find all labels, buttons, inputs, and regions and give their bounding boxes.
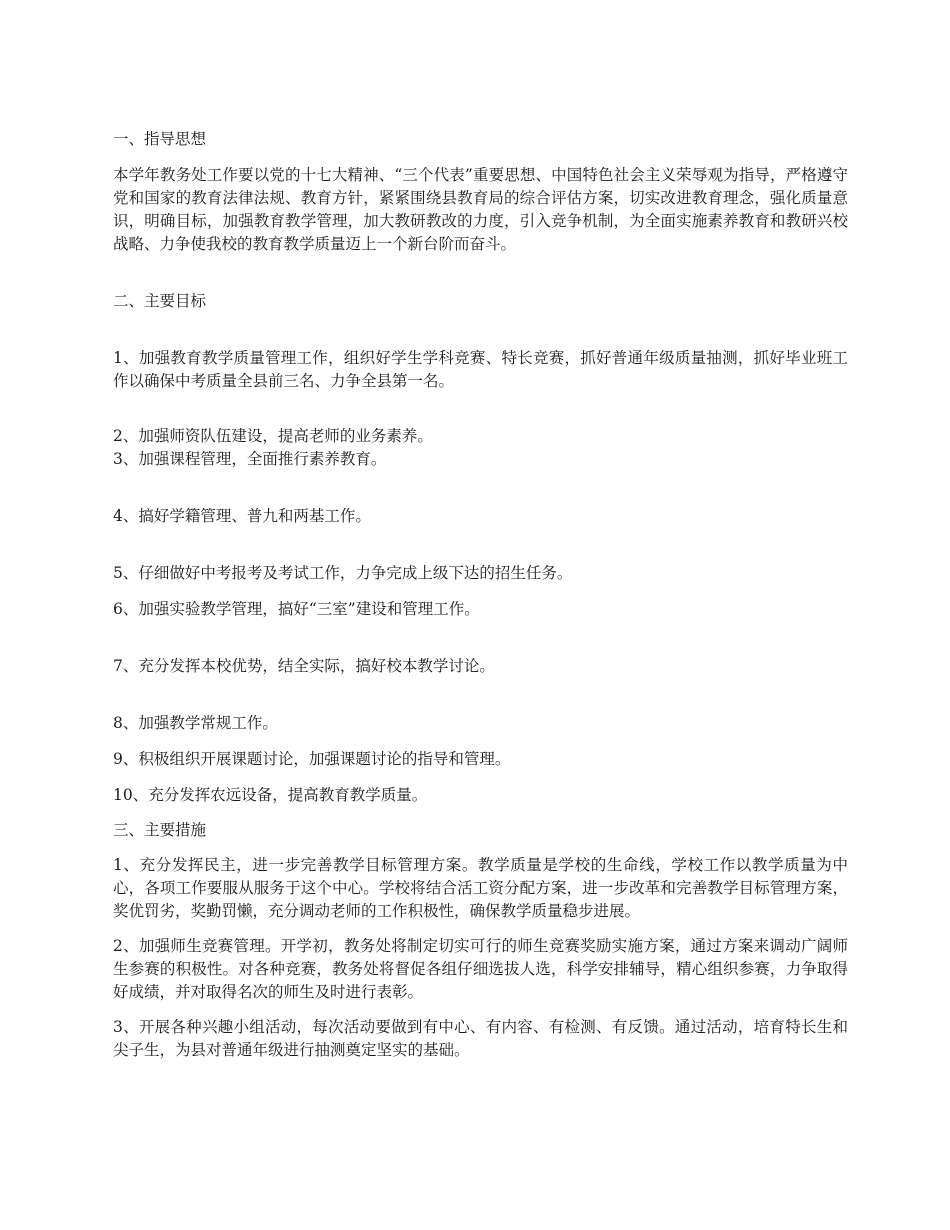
goal-item-9: 9、积极组织开展课题讨论，加强课题讨论的指导和管理。 xyxy=(113,750,511,768)
goal-item-2: 2、加强师资队伍建设，提高老师的业务素养。 xyxy=(113,427,433,445)
section-heading-main-goals: 二、主要目标 xyxy=(113,292,207,310)
goal-item-6: 6、加强实验教学管理，搞好“三室”建设和管理工作。 xyxy=(113,600,480,618)
measure-item-1: 1、充分发挥民主，进一步完善教学目标管理方案。教学质量是学校的生命线，学校工作以教学质量为中心，各项工作要服从服务于这个中心。学校将结合活工资分配方案，进一步改革和完善教学目标管理方案，奖优罚劣，奖勤罚懒，充分调动老师的工作积极性，确保教学质量稳步进展。 xyxy=(113,856,848,920)
measure-item-3: 3、开展各种兴趣小组活动，每次活动要做到有中心、有内容、有检测、有反馈。通过活动，培育特长生和尖子生，为县对普通年级进行抽测奠定坚实的基础。 xyxy=(113,1018,848,1059)
goal-item-8: 8、加强教学常规工作。 xyxy=(113,714,278,732)
goal-item-4: 4、搞好学籍管理、普九和两基工作。 xyxy=(113,507,371,525)
paragraph-guiding-ideology: 本学年教务处工作要以党的十七大精神、“三个代表”重要思想、中国特色社会主义荣辱观为指导，严格遵守党和国家的教育法律法规、教育方针，紧紧围绕县教育局的综合评估方案，切实改进教育理念，强化质量意识，明确目标，加强教育教学管理，加大教研教改的力度，引入竞争机制，为全面实施素养教育和教研兴校战略、力争使我校的教育教学质量迈上一个新台阶而奋斗。 xyxy=(113,166,848,253)
goal-item-7: 7、充分发挥本校优势，结全实际，搞好校本教学讨论。 xyxy=(113,657,495,675)
goal-item-10: 10、充分发挥农远设备，提高教育教学质量。 xyxy=(113,786,428,804)
goal-item-1: 1、加强教育教学质量管理工作，组织好学生学科竞赛、特长竞赛，抓好普通年级质量抽测，抓好毕业班工作以确保中考质量全县前三名、力争全县第一名。 xyxy=(113,349,848,390)
section-heading-main-measures: 三、主要措施 xyxy=(113,821,207,839)
document-body xyxy=(113,128,848,1062)
goal-item-3: 3、加强课程管理，全面推行素养教育。 xyxy=(113,450,387,468)
measure-item-2: 2、加强师生竞赛管理。开学初，教务处将制定切实可行的师生竞赛奖励实施方案，通过方案来调动广阔师生参赛的积极性。对各种竞赛，教务处将督促各组仔细选拔人选，科学安排辅导，精心组织参赛，力争取得好成绩，并对取得名次的师生及时进行表彰。 xyxy=(113,937,848,1001)
goal-item-5: 5、仔细做好中考报考及考试工作，力争完成上级下达的招生任务。 xyxy=(113,564,573,582)
section-heading-guiding-ideology: 一、指导思想 xyxy=(113,130,207,148)
